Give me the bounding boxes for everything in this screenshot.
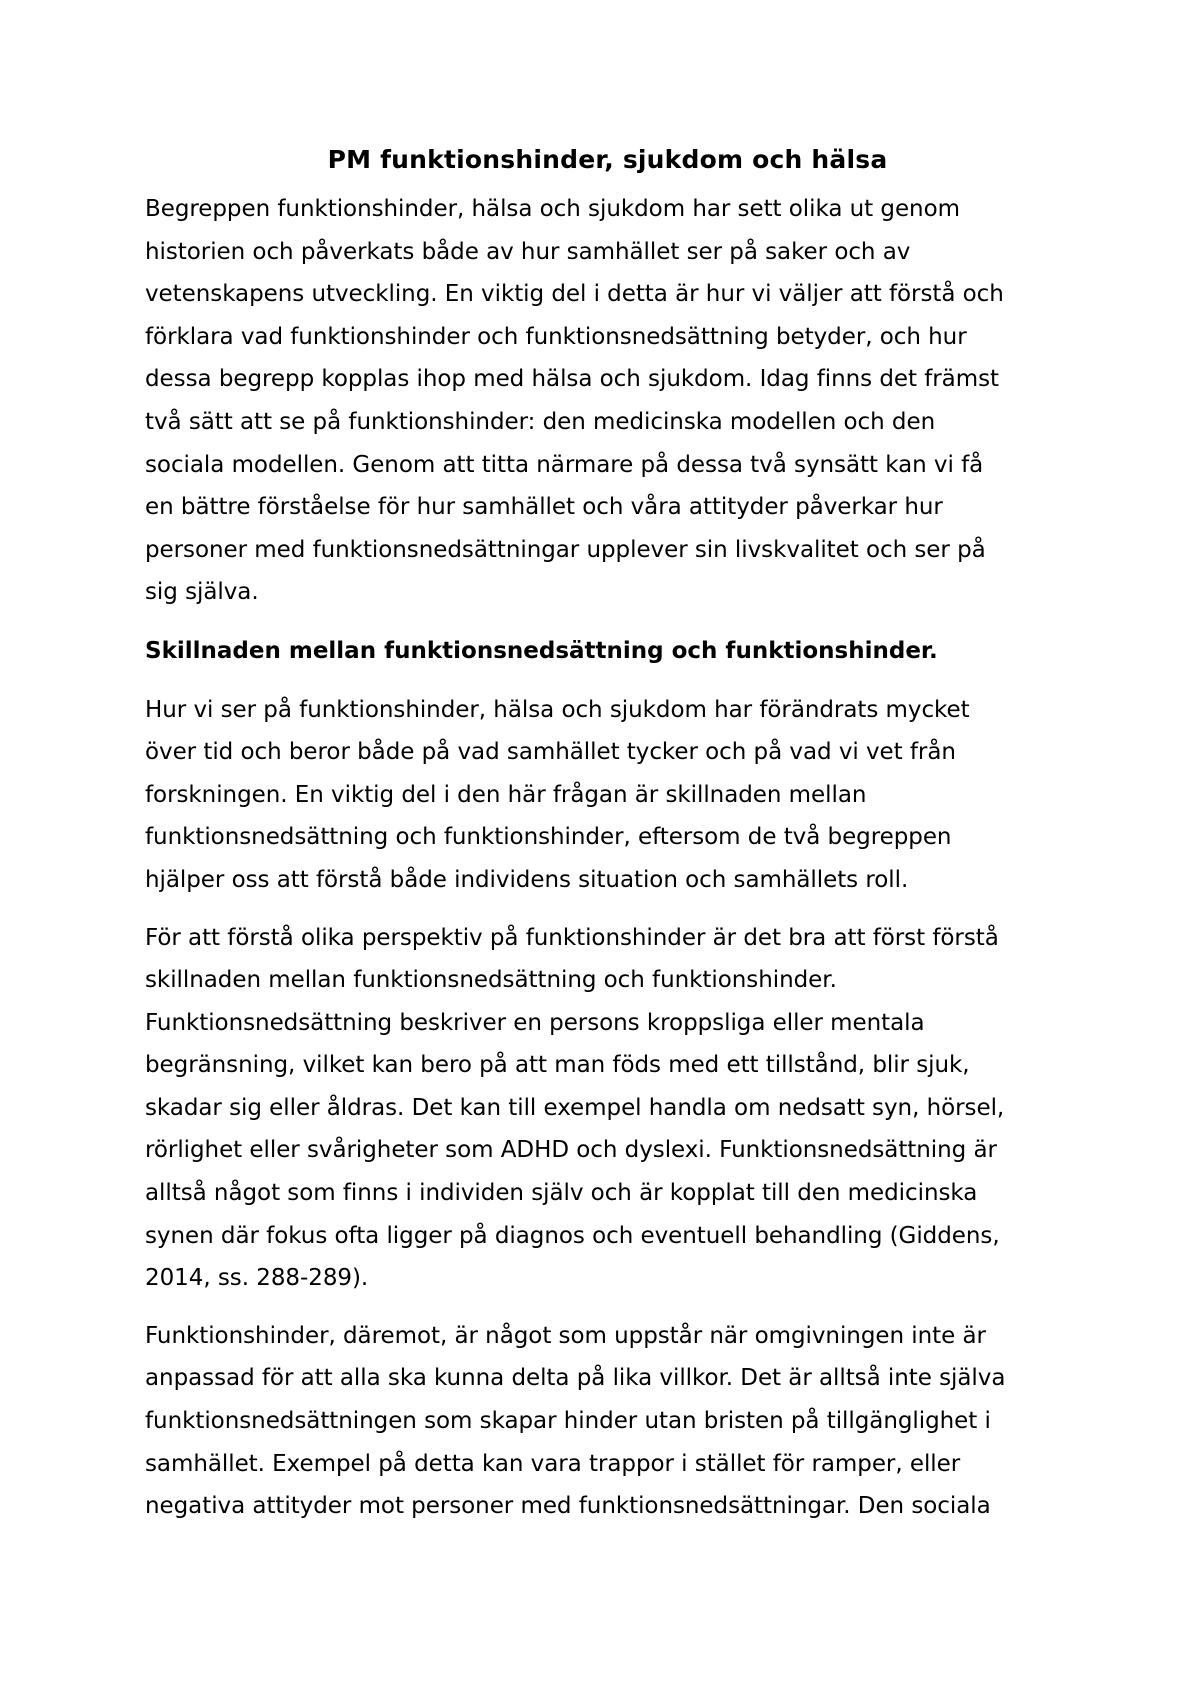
text-line: Hur vi ser på funktionshinder, hälsa och sjukdom har förändrats mycket: [145, 696, 970, 723]
text-line: hjälper oss att förstå både individens situation och samhällets roll.: [145, 866, 909, 893]
text-line: Funktionsnedsättning beskriver en persons kroppsliga eller mentala: [145, 1009, 925, 1036]
text-line: historien och påverkats både av hur samhället ser på saker och av: [145, 238, 911, 265]
text-line: personer med funktionsnedsättningar upplever sin livskvalitet och ser på: [145, 536, 986, 563]
text-line: två sätt att se på funktionshinder: den medicinska modellen och den: [145, 408, 936, 435]
body-paragraph: [145, 689, 1070, 902]
text-line: begränsning, vilket kan bero på att man föds med ett tillstånd, blir sjuk,: [145, 1052, 970, 1079]
text-line: samhället. Exempel på detta kan vara trappor i stället för ramper, eller: [145, 1450, 961, 1477]
text-line: vetenskapens utveckling. En viktig del i detta är hur vi väljer att förstå och: [145, 281, 1004, 308]
text-line: sig själva.: [145, 579, 259, 606]
text-line: funktionsnedsättning och funktionshinder, eftersom de två begreppen: [145, 824, 952, 851]
text-line: dessa begrepp kopplas ihop med hälsa och sjukdom. Idag finns det främst: [145, 366, 999, 393]
section-heading: Skillnaden mellan funktionsnedsättning och funktionshinder.: [145, 637, 938, 664]
text-line: För att förstå olika perspektiv på funktionshinder är det bra att först förstå: [145, 924, 999, 951]
text-line: funktionsnedsättningen som skapar hinder utan bristen på tillgänglighet i: [145, 1408, 991, 1435]
text-line: Begreppen funktionshinder, hälsa och sjukdom har sett olika ut genom: [145, 196, 960, 222]
text-line: Funktionshinder, däremot, är något som uppstår när omgivningen inte är: [145, 1322, 986, 1349]
text-line: en bättre förståelse för hur samhället och våra attityder påverkar hur: [145, 494, 943, 521]
text-line: sociala modellen. Genom att titta närmare på dessa två synsätt kan vi få: [145, 451, 984, 478]
text-line: över tid och beror både på vad samhället tycker och på vad vi vet från: [145, 739, 956, 766]
text-line: alltså något som finns i individen själv och är kopplat till den medicinska: [145, 1180, 978, 1207]
document-page: [145, 142, 1070, 1528]
intro-paragraph: [145, 188, 1070, 614]
text-line: anpassad för att alla ska kunna delta på lika villkor. Det är alltså inte själva: [145, 1365, 1006, 1392]
text-line: rörlighet eller svårigheter som ADHD och dyslexi. Funktionsnedsättning är: [145, 1137, 997, 1164]
text-line: skillnaden mellan funktionsnedsättning och funktionshinder.: [145, 967, 837, 994]
body-paragraph: [145, 1315, 1070, 1528]
document-title: PM funktionshinder, sjukdom och hälsa: [327, 145, 888, 174]
text-line: synen där fokus ofta ligger på diagnos och eventuell behandling (Giddens,: [145, 1222, 1000, 1249]
text-line: negativa attityder mot personer med funktionsnedsättningar. Den sociala: [145, 1493, 991, 1520]
text-line: 2014, ss. 288-289).: [145, 1265, 369, 1292]
text-line: skadar sig eller åldras. Det kan till exempel handla om nedsatt syn, hörsel,: [145, 1094, 1005, 1121]
text-line: forskningen. En viktig del i den här frågan är skillnaden mellan: [145, 781, 867, 808]
body-paragraph: [145, 917, 1070, 1300]
text-line: förklara vad funktionshinder och funktionsnedsättning betyder, och hur: [145, 323, 967, 350]
